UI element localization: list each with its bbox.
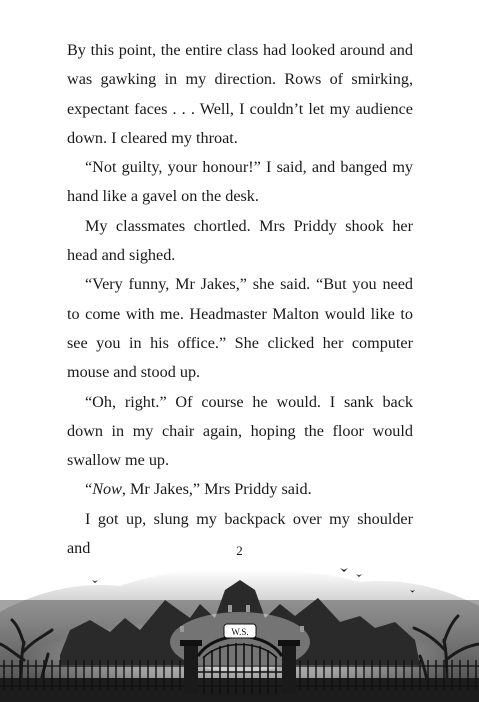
paragraph-5: “Oh, right.” Of course he would. I sank back down in my chair again, hoping the floor would swallow me up. [67, 392, 413, 470]
paragraph-3: My classmates chortled. Mrs Priddy shook her head and sighed. [67, 216, 413, 265]
paragraph-1: By this point, the entire class had looked around and was gawking in my direction. Rows of smirking, expectant faces . . . Well, I couldn’t let my audience down. I cleared my throat. [67, 41, 413, 147]
body-text [67, 36, 413, 563]
page-number: 2 [236, 543, 243, 558]
paragraph-6 [67, 475, 413, 504]
gate-sign: W.S. [231, 627, 249, 637]
paragraph-7: I got up, slung my backpack over my shoulder and [67, 509, 413, 558]
paragraph-2: “Not guilty, your honour!” I said, and banged my hand like a gavel on the desk. [67, 158, 413, 206]
open-quote: “ [85, 480, 93, 499]
haunted-school-gate-illustration [0, 560, 479, 702]
italic-word: Now [92, 480, 122, 499]
paragraph-4: “Very funny, Mr Jakes,” she said. “But you need to come with me. Headmaster Malton would like to see you in his office.” She clicked her computer mouse and stood up. [67, 275, 413, 382]
paragraph-6-rest: , Mr Jakes,” Mrs Priddy said. [121, 480, 312, 499]
